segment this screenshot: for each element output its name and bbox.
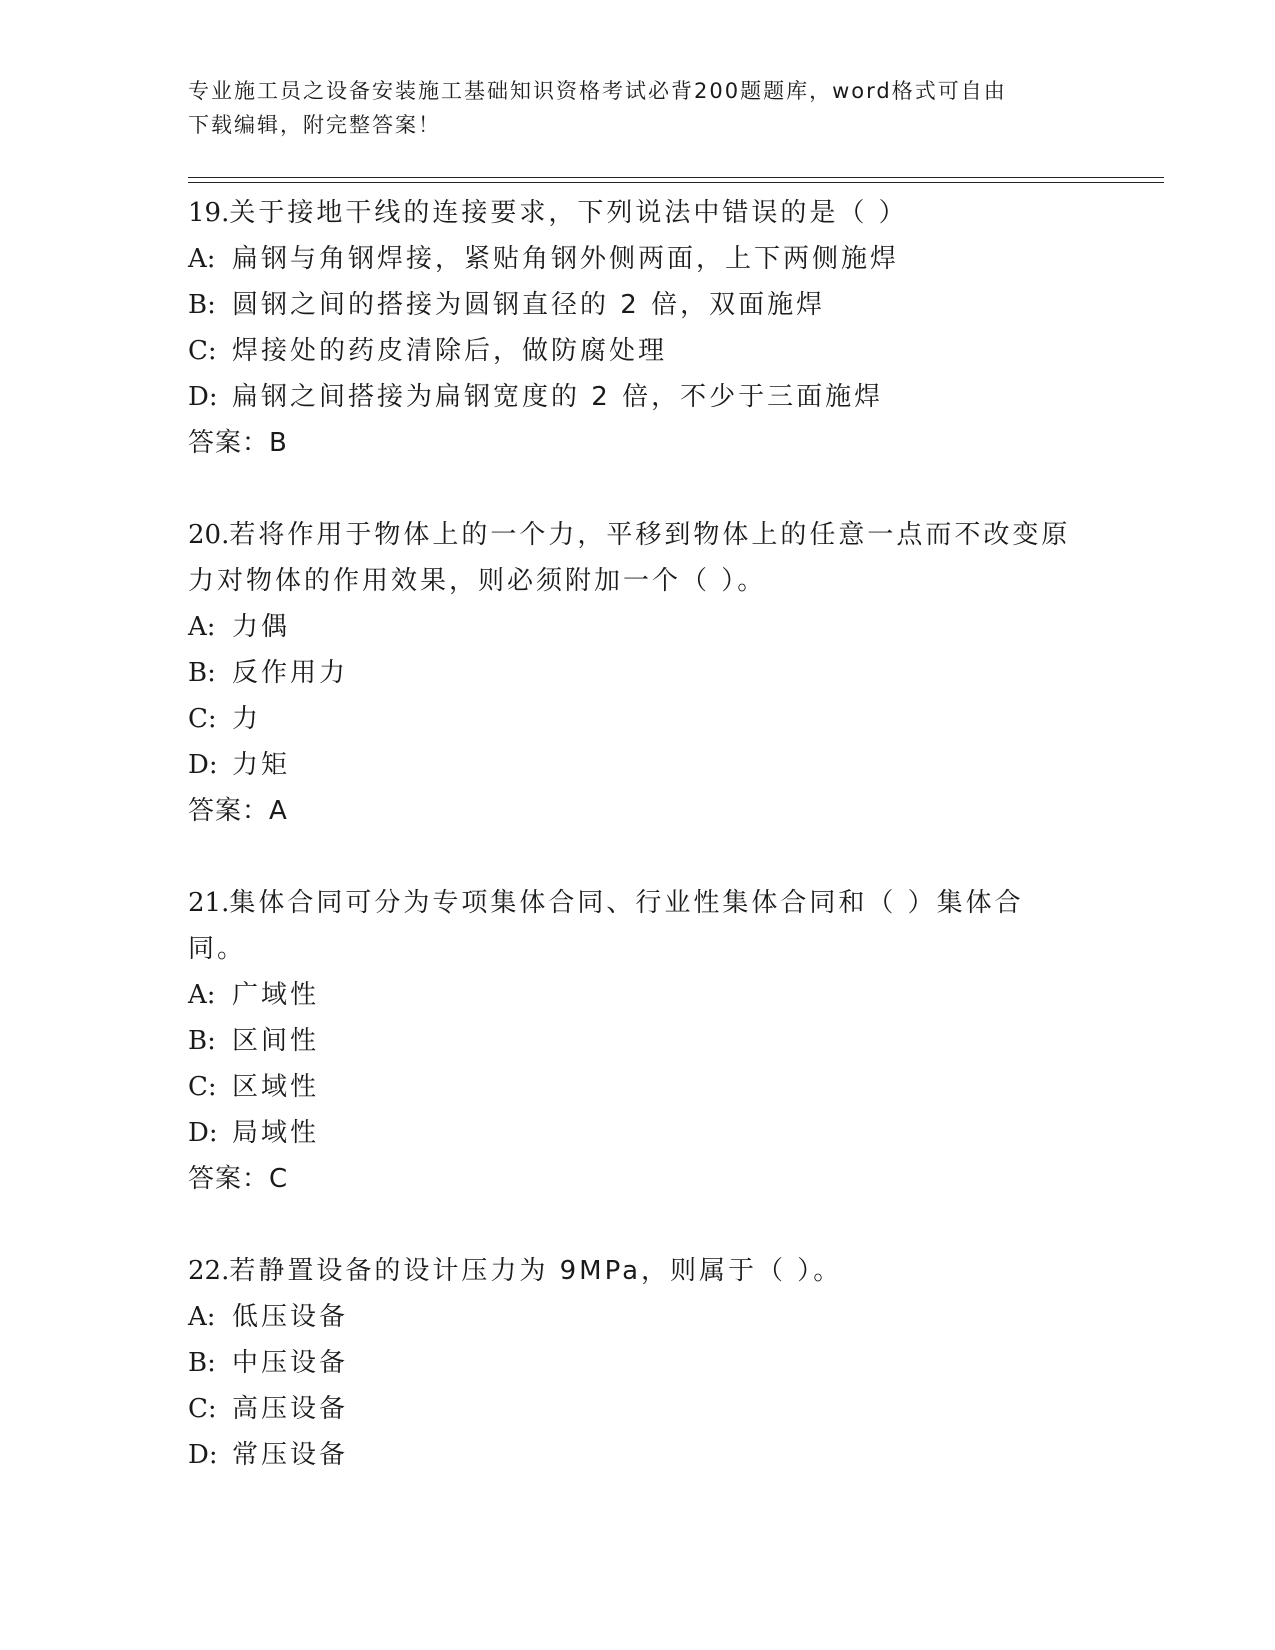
- option-text: 力: [232, 704, 262, 734]
- option-b: [188, 282, 1088, 328]
- option-text: 圆钢之间的搭接为圆钢直径的 2 倍，双面施焊: [232, 290, 826, 320]
- header-divider-top: [188, 177, 1164, 178]
- option-key: D:: [188, 1118, 218, 1148]
- answer-line: 答案：A: [188, 796, 288, 826]
- option-key: B:: [188, 658, 216, 688]
- header-line-2: 下载编辑，附完整答案！: [188, 113, 441, 137]
- option-b: [188, 650, 1088, 696]
- document-header: [188, 74, 1068, 142]
- question-text: 关于接地干线的连接要求，下列说法中错误的是（ ）: [229, 198, 908, 228]
- question-stem: [188, 512, 1078, 604]
- question-21: [188, 880, 1088, 1202]
- header-divider-bottom: [188, 182, 1164, 183]
- option-c: [188, 1064, 1088, 1110]
- option-text: 高压设备: [232, 1394, 349, 1424]
- option-key: A:: [188, 244, 216, 274]
- question-stem: [188, 1248, 1078, 1294]
- question-text: 若将作用于物体上的一个力，平移到物体上的任意一点而不改变原力对物体的作用效果，则必须附加一个（ ）。: [188, 520, 1071, 596]
- option-c: [188, 1386, 1088, 1432]
- option-d: [188, 374, 1088, 420]
- option-a: [188, 1294, 1088, 1340]
- question-19: [188, 190, 1088, 466]
- option-key: C:: [188, 1072, 217, 1102]
- option-text: 局域性: [232, 1118, 320, 1148]
- option-key: D:: [188, 750, 218, 780]
- option-text: 扁钢之间搭接为扁钢宽度的 2 倍，不少于三面施焊: [232, 382, 884, 412]
- question-22: [188, 1248, 1088, 1478]
- option-b: [188, 1018, 1088, 1064]
- option-text: 扁钢与角钢焊接，紧贴角钢外侧两面，上下两侧施焊: [232, 244, 900, 274]
- option-d: [188, 1432, 1088, 1478]
- option-a: [188, 972, 1088, 1018]
- option-key: C:: [188, 1394, 217, 1424]
- question-number: 20.: [188, 520, 230, 550]
- option-text: 广域性: [232, 980, 320, 1010]
- option-d: [188, 1110, 1088, 1156]
- option-text: 中压设备: [232, 1348, 349, 1378]
- question-stem: [188, 880, 1078, 972]
- option-key: B:: [188, 290, 216, 320]
- answer-line: 答案：C: [188, 1164, 289, 1194]
- question-20: [188, 512, 1088, 834]
- question-number: 22.: [188, 1256, 230, 1286]
- option-text: 低压设备: [232, 1302, 349, 1332]
- option-key: A:: [188, 612, 216, 642]
- question-text: 集体合同可分为专项集体合同、行业性集体合同和（ ）集体合同。: [188, 888, 1024, 964]
- question-stem: [188, 190, 1078, 236]
- option-key: B:: [188, 1348, 216, 1378]
- option-c: [188, 328, 1088, 374]
- option-key: C:: [188, 704, 217, 734]
- option-text: 反作用力: [232, 658, 349, 688]
- question-number: 19.: [188, 198, 230, 228]
- option-key: C:: [188, 336, 217, 366]
- option-text: 焊接处的药皮清除后，做防腐处理: [232, 336, 668, 366]
- question-list: [188, 190, 1088, 1478]
- answer-line: 答案：B: [188, 428, 288, 458]
- option-text: 区间性: [232, 1026, 320, 1056]
- option-a: [188, 236, 1088, 282]
- option-text: 力偶: [232, 612, 291, 642]
- option-key: A:: [188, 980, 216, 1010]
- option-a: [188, 604, 1088, 650]
- option-b: [188, 1340, 1088, 1386]
- option-key: A:: [188, 1302, 216, 1332]
- question-text: 若静置设备的设计压力为 9MPa，则属于（ ）。: [229, 1256, 843, 1286]
- option-text: 常压设备: [232, 1440, 349, 1470]
- option-c: [188, 696, 1088, 742]
- header-line-1: 专业施工员之设备安装施工基础知识资格考试必背200题题库，word格式可自由: [188, 79, 1007, 103]
- option-key: D:: [188, 382, 218, 412]
- option-key: B:: [188, 1026, 216, 1056]
- option-text: 力矩: [232, 750, 291, 780]
- option-d: [188, 742, 1088, 788]
- option-text: 区域性: [232, 1072, 320, 1102]
- question-number: 21.: [188, 888, 230, 918]
- option-key: D:: [188, 1440, 218, 1470]
